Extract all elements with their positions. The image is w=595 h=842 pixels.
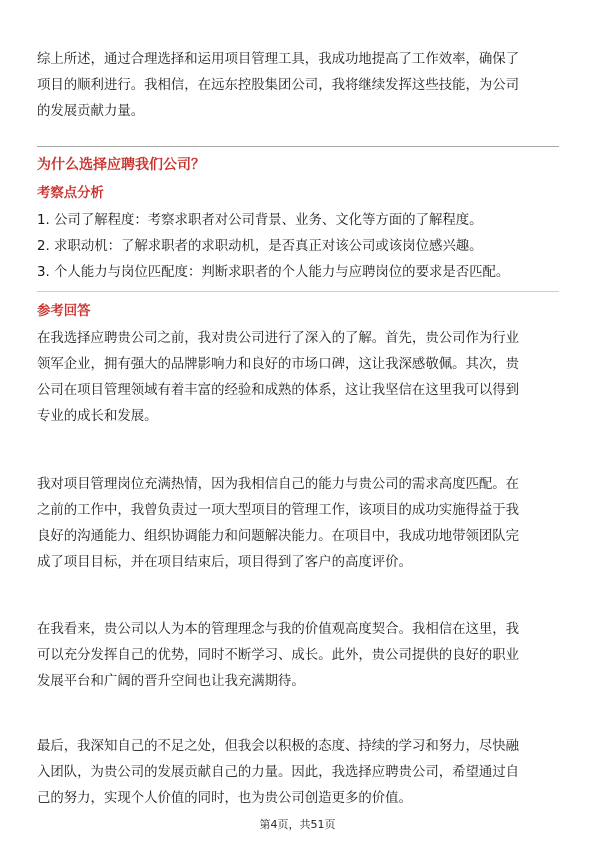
analysis-item: 2. 求职动机：了解求职者的求职动机，是否真正对该公司或该岗位感兴趣。 <box>37 239 483 254</box>
analysis-item: 3. 个人能力与岗位匹配度：判断求职者的个人能力与应聘岗位的要求是否匹配。 <box>37 265 510 280</box>
question-title: 为什么选择应聘我们公司？ <box>37 157 205 173</box>
text-line: 在我选择应聘贵公司之前，我对贵公司进行了深入的了解。首先，贵公司作为行业 <box>37 331 520 346</box>
text-line: 领军企业，拥有强大的品牌影响力和良好的市场口碑，这让我深感敬佩。其次，贵 <box>37 357 520 372</box>
text-line: 之前的工作中，我曾负责过一项大型项目的管理工作，该项目的成功实施得益于我 <box>37 503 520 518</box>
text-line: 成了项目目标，并在项目结束后，项目得到了客户的高度评价。 <box>37 555 412 570</box>
text-line: 我对项目管理岗位充满热情，因为我相信自己的能力与贵公司的需求高度匹配。在 <box>37 477 520 492</box>
text-line: 公司在项目管理领域有着丰富的经验和成熟的体系，这让我坚信在这里我可以得到 <box>37 383 520 398</box>
text-line: 综上所述，通过合理选择和运用项目管理工具，我成功地提高了工作效率，确保了 <box>37 52 520 67</box>
text-line: 良好的沟通能力、组织协调能力和问题解决能力。在项目中，我成功地带领团队完 <box>37 529 520 544</box>
answer-paragraph <box>37 472 559 576</box>
text-line: 专业的成长和发展。 <box>37 409 158 424</box>
answer-paragraph <box>37 617 559 695</box>
text-line: 可以充分发挥自己的优势，同时不断学习、成长。此外，贵公司提供的良好的职业 <box>37 648 520 663</box>
analysis-list <box>37 208 559 286</box>
section-divider <box>37 291 559 292</box>
text-line: 在我看来，贵公司以人为本的管理理念与我的价值观高度契合。我相信在这里，我 <box>37 622 520 637</box>
text-line: 发展平台和广阔的晋升空间也让我充满期待。 <box>37 674 305 689</box>
text-line: 的发展贡献力量。 <box>37 104 145 119</box>
text-line: 入团队，为贵公司的发展贡献自己的力量。因此，我选择应聘贵公司，希望通过自 <box>37 765 520 780</box>
page-number: 第4页，共51页 <box>259 818 336 831</box>
answer-paragraph <box>37 326 559 430</box>
section-divider <box>37 146 559 147</box>
text-line: 项目的顺利进行。我相信，在远东控股集团公司，我将继续发挥这些技能，为公司 <box>37 78 520 93</box>
text-line: 己的努力，实现个人价值的同时，也为贵公司创造更多的价值。 <box>37 791 412 806</box>
answer-paragraph <box>37 734 559 812</box>
analysis-heading: 考察点分析 <box>37 186 104 201</box>
intro-paragraph <box>37 47 559 125</box>
text-line: 最后，我深知自己的不足之处，但我会以积极的态度、持续的学习和努力，尽快融 <box>37 739 520 754</box>
analysis-item: 1. 公司了解程度：考察求职者对公司背景、业务、文化等方面的了解程度。 <box>37 213 483 228</box>
answer-heading: 参考回答 <box>37 304 91 319</box>
